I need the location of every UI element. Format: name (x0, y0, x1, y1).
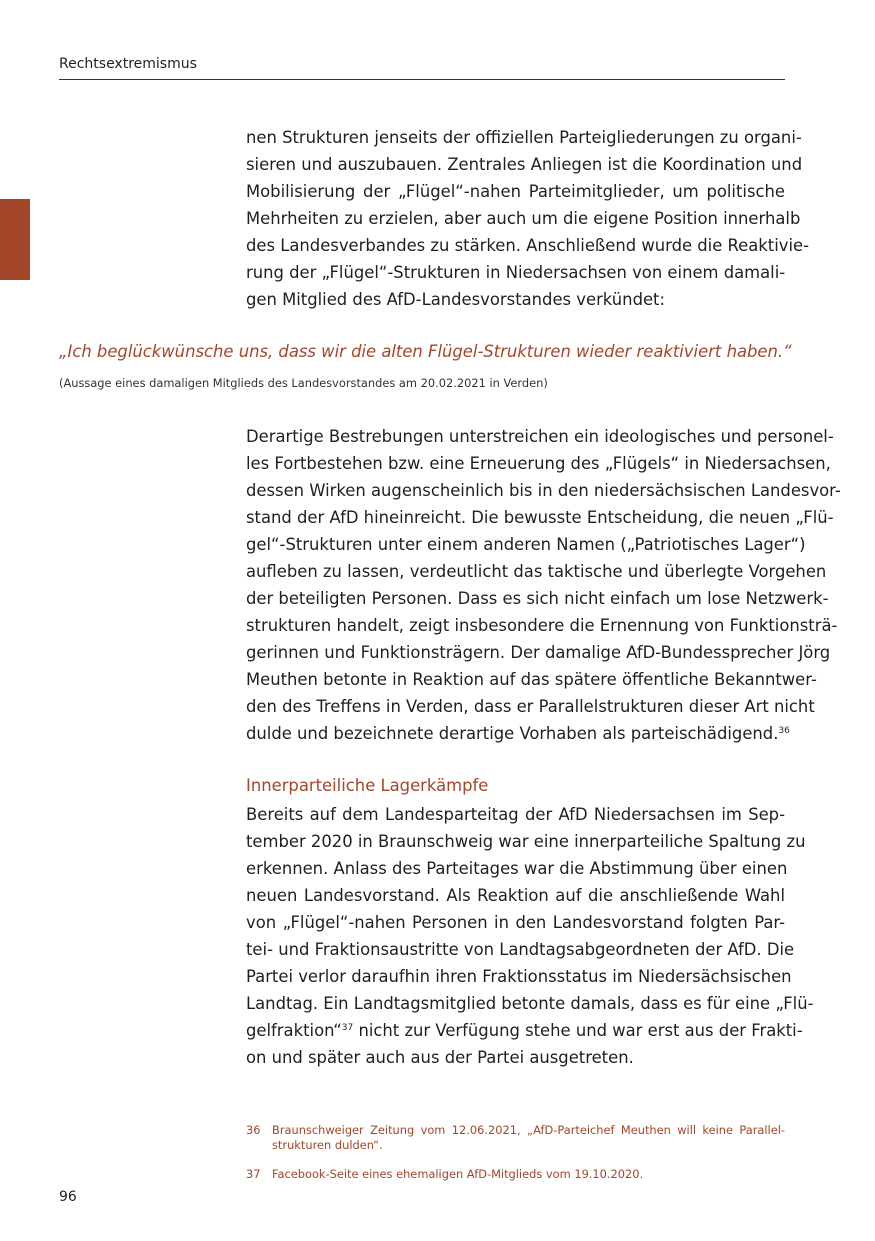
text-line: les Fortbestehen bzw. eine Erneuerung des „Flügels“ in Niedersachsen, (246, 454, 831, 473)
quote-source: (Aussage eines damaligen Mitglieds des Landesvorstandes am 20.02.2021 in Verden) (59, 376, 548, 390)
section-heading: Innerparteiliche Lagerkämpfe (246, 776, 489, 795)
text-line: des Landesverbandes zu stärken. Anschließend wurde die Reaktivie- (246, 236, 810, 255)
text-line-content: dulde und bezeichnete derartige Vorhaben als parteischädigend. (246, 724, 779, 743)
paragraph-3 (246, 801, 814, 1071)
text-line: Derartige Bestrebungen unterstreichen ein ideologisches und personel- (246, 427, 834, 446)
footnote-37 (246, 1167, 785, 1182)
footnote-reference[interactable]: 36 (778, 726, 790, 736)
text-line: rung der „Flügel“-Strukturen in Niedersachsen von einem damali- (246, 263, 786, 282)
header-divider (59, 79, 785, 80)
page-number: 96 (59, 1189, 77, 1205)
text-line: der beteiligten Personen. Dass es sich nicht einfach um lose Netzwerk- (246, 589, 829, 608)
footnote-line: strukturen dulden“. (272, 1138, 383, 1152)
text-line: Bereits auf dem Landesparteitag der AfD Niedersachsen im Sep- (246, 805, 785, 824)
text-line: Mehrheiten zu erzielen, aber auch um die eigene Position innerhalb (246, 209, 801, 228)
paragraph-2 (246, 423, 841, 747)
text-line: Partei verlor daraufhin ihren Fraktionsstatus im Niedersächsischen (246, 967, 792, 986)
text-line (246, 1017, 803, 1044)
text-line: dessen Wirken augenscheinlich bis in den niedersächsischen Landesvor- (246, 481, 841, 500)
text-line: nen Strukturen jenseits der offiziellen Parteigliederungen zu organi- (246, 128, 802, 147)
text-line: Landtag. Ein Landtagsmitglied betonte damals, dass es für eine „Flü- (246, 994, 814, 1013)
text-segment: gelfraktion“ (246, 1021, 342, 1040)
footnote-number: 37 (246, 1167, 261, 1181)
text-line: neuen Landesvorstand. Als Reaktion auf die anschließende Wahl (246, 886, 785, 905)
footnote-reference[interactable]: 37 (341, 1023, 354, 1033)
text-line: gel“-Strukturen unter einem anderen Namen („Patriotisches Lager“) (246, 535, 806, 554)
text-line: tei- und Fraktionsaustritte von Landtagsabgeordneten der AfD. Die (246, 940, 795, 959)
text-line: aufleben zu lassen, verdeutlicht das taktische und überlegte Vorgehen (246, 562, 827, 581)
pull-quote: „Ich beglückwünsche uns, dass wir die alten Flügel-Strukturen wieder reaktiviert haben.“ (59, 342, 792, 361)
text-line: Meuthen betonte in Reaktion auf das spätere öffentliche Bekanntwer- (246, 670, 817, 689)
footnote-text (272, 1167, 785, 1182)
paragraph-1 (246, 124, 810, 313)
text-line: tember 2020 in Braunschweig war eine innerparteiliche Spaltung zu (246, 832, 806, 851)
text-line (246, 720, 790, 747)
text-line: stand der AfD hineinreicht. Die bewusste Entscheidung, die neuen „Flü- (246, 508, 834, 527)
text-line: von „Flügel“-nahen Personen in den Landesvorstand folgten Par- (246, 913, 785, 932)
text-line: gerinnen und Funktionsträgern. Der damalige AfD-Bundessprecher Jörg (246, 643, 831, 662)
running-header-title: Rechtsextremismus (59, 56, 197, 72)
footnote-number: 36 (246, 1123, 261, 1137)
text-line: on und später auch aus der Partei ausgetreten. (246, 1048, 634, 1067)
footnote-36 (246, 1123, 785, 1153)
text-line: den des Treffens in Verden, dass er Parallelstrukturen dieser Art nicht (246, 697, 815, 716)
text-line: erkennen. Anlass des Parteitages war die Abstimmung über einen (246, 859, 788, 878)
text-line: sieren und auszubauen. Zentrales Anliegen ist die Koordination und (246, 155, 803, 174)
text-line: gen Mitglied des AfD-Landesvorstandes verkündet: (246, 290, 666, 309)
text-line: strukturen handelt, zeigt insbesondere die Ernennung von Funktionsträ- (246, 616, 838, 635)
footnote-text (272, 1123, 785, 1153)
footnote-line: Facebook-Seite eines ehemaligen AfD-Mitglieds vom 19.10.2020. (272, 1167, 644, 1181)
text-line: Mobilisierung der „Flügel“-nahen Parteimitglieder, um politische (246, 182, 785, 201)
text-segment: nicht zur Verfügung stehe und war erst aus der Frakti- (353, 1021, 803, 1040)
footnote-line: Braunschweiger Zeitung vom 12.06.2021, „AfD-Parteichef Meuthen will keine Parallel- (272, 1123, 785, 1137)
chapter-side-tab (0, 199, 30, 280)
